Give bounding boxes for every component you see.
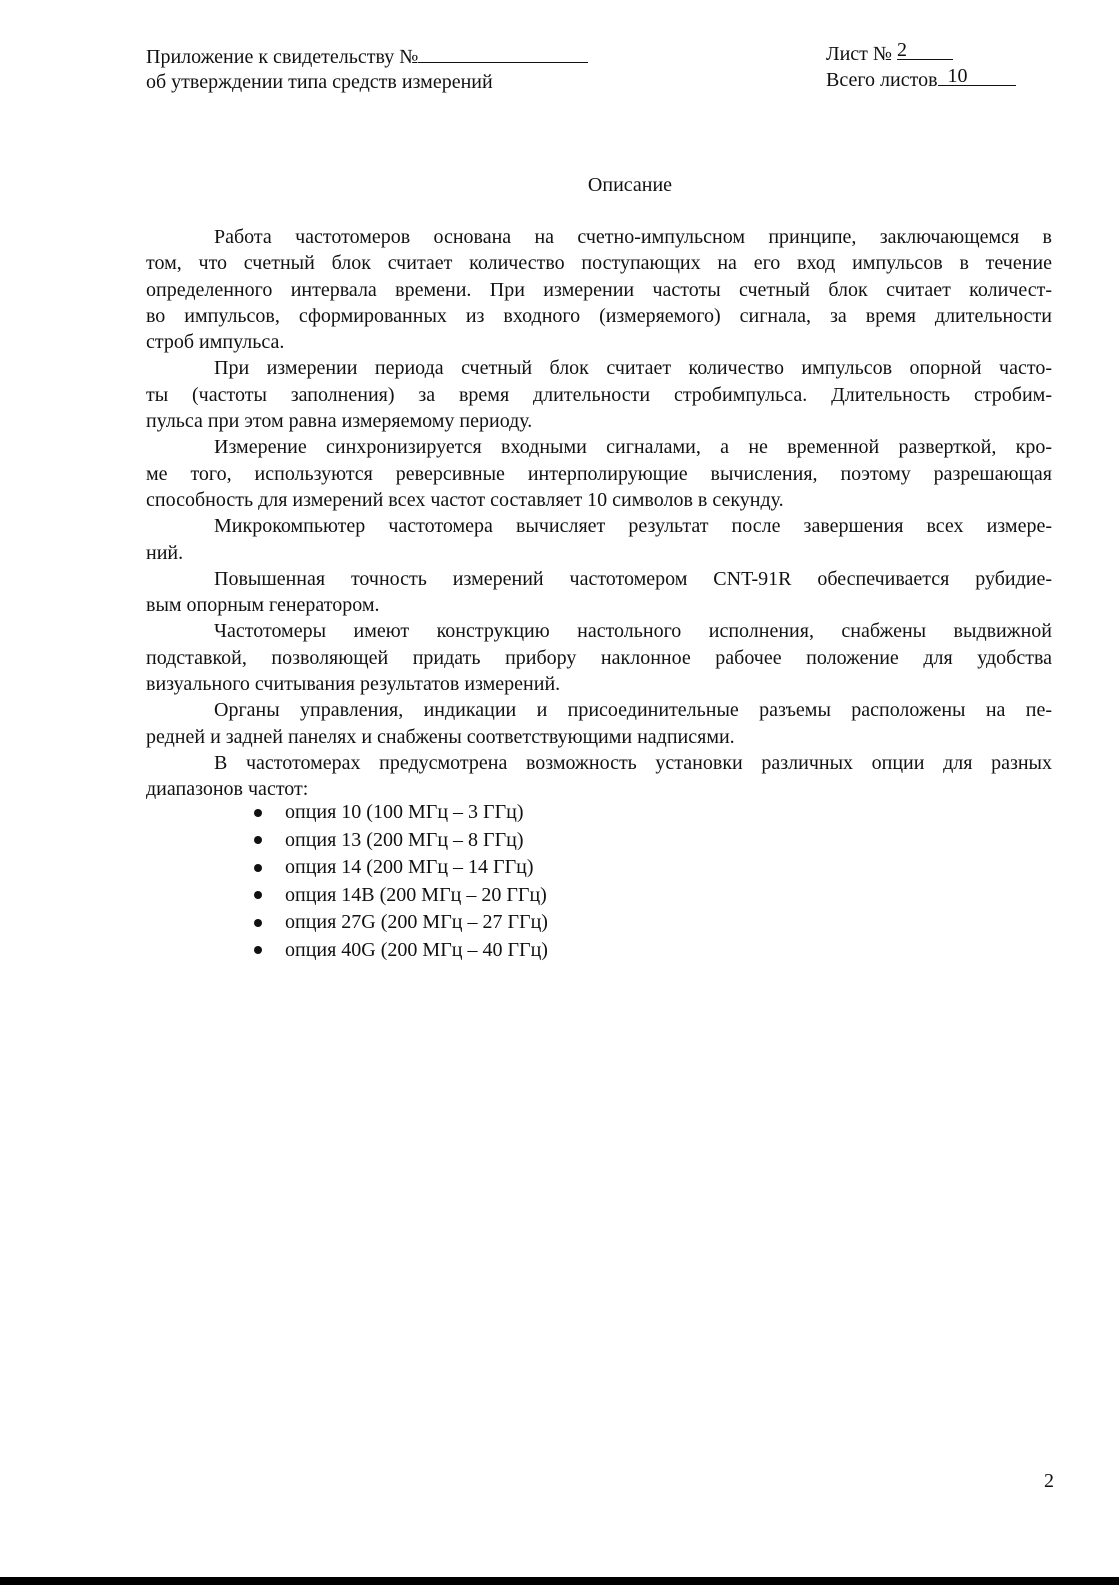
text-line: В частотомерах предусмотрена возможность установки различных опции для разных: [214, 751, 1052, 774]
list-item: [250, 937, 548, 965]
text-line: определенного интервала времени. При измерении частоты счетный блок считает количест-: [146, 278, 1052, 301]
page-number: 2: [1044, 1470, 1054, 1492]
header-certificate-line: [146, 44, 588, 70]
text-line: вым опорным генератором.: [146, 594, 380, 617]
option-text: опция 10 (100 МГц – 3 ГГц): [285, 801, 524, 823]
certificate-label: Приложение к свидетельству №: [146, 46, 419, 68]
text-line: ний.: [146, 541, 184, 564]
text-line: Частотомеры имеют конструкцию настольного исполнения, снабжены выдвижной: [214, 620, 1052, 643]
sheet-number-blank: [897, 41, 953, 60]
options-list: [250, 799, 548, 964]
sheet-number: 2: [896, 39, 907, 61]
document-body: [146, 224, 1052, 803]
bullet-icon: [254, 891, 262, 899]
paragraph-construction: [146, 618, 1052, 697]
list-item: [250, 799, 548, 827]
text-line: пульса при этом равна измеряемому периоду.: [146, 410, 533, 433]
paragraph-sync: [146, 434, 1052, 513]
text-line: Работа частотомеров основана на счетно-импульсном принципе, заключающемся в: [214, 226, 1052, 248]
section-title: Описание: [587, 174, 673, 196]
document-header-right: [826, 41, 1016, 93]
text-line: том, что счетный блок считает количество поступающих на его вход импульсов в течение: [146, 252, 1052, 275]
bullet-icon: [254, 919, 262, 927]
sheet-number-line: [826, 41, 1016, 67]
text-line: во импульсов, сформированных из входного (измеряемого) сигнала, за время длительности: [146, 304, 1052, 327]
total-sheets-blank: [938, 67, 1016, 86]
list-item: [250, 827, 548, 855]
bullet-icon: [254, 836, 262, 844]
certificate-number-blank: [418, 44, 588, 63]
list-item: [250, 882, 548, 910]
paragraph-accuracy: [146, 566, 1052, 619]
option-text: опция 40G (200 МГц – 40 ГГц): [285, 938, 548, 961]
text-line: ме того, используются реверсивные интерполирующие вычисления, поэтому разрешающая: [146, 462, 1052, 485]
total-sheets-label: Всего листов: [826, 69, 938, 91]
paragraph-microcomputer: [146, 513, 1052, 566]
text-line: ты (частоты заполнения) за время длительности стробимпульса. Длительность стробим-: [146, 383, 1052, 406]
text-line: редней и задней панелях и снабжены соответствующими надписями.: [146, 725, 735, 748]
paragraph-controls: [146, 697, 1052, 750]
total-sheets-line: [826, 67, 1016, 93]
sheet-label: Лист №: [826, 43, 892, 65]
bullet-icon: [254, 864, 262, 872]
text-line: визуального считывания результатов измерений.: [146, 673, 561, 696]
list-item: [250, 909, 548, 937]
total-sheets: 10: [947, 65, 968, 87]
option-text: опция 13 (200 МГц – 8 ГГц): [285, 828, 524, 851]
text-line: Повышенная точность измерений частотомером CNT-91R обеспечивается рубидие-: [214, 567, 1052, 590]
header-approval-line: об утверждении типа средств измерений: [146, 71, 493, 93]
paragraph-principle: [146, 224, 1052, 355]
scan-edge-bar: [0, 1577, 1119, 1585]
option-text: опция 27G (200 МГц – 27 ГГц): [285, 911, 548, 933]
text-line: При измерении периода счетный блок считает количество импульсов опорной часто-: [214, 357, 1052, 380]
list-item: [250, 854, 548, 882]
text-line: строб импульса.: [146, 331, 285, 354]
text-line: способность для измерений всех частот составляет 10 символов в секунду.: [146, 488, 784, 511]
text-line: Органы управления, индикации и присоединительные разъемы расположены на пе-: [214, 699, 1052, 722]
paragraph-period: [146, 355, 1052, 434]
text-line: Микрокомпьютер частотомера вычисляет результат после завершения всех измере-: [214, 515, 1052, 538]
text-line: диапазонов частот:: [146, 778, 309, 801]
text-line: подставкой, позволяющей придать прибору наклонное рабочее положение для удобства: [146, 646, 1052, 669]
document-header-left: [146, 44, 588, 95]
text-line: Измерение синхронизируется входными сигналами, а не временной разверткой, кро-: [214, 436, 1052, 459]
option-text: опция 14В (200 МГц – 20 ГГц): [285, 883, 547, 906]
paragraph-options-intro: [146, 750, 1052, 803]
option-text: опция 14 (200 МГц – 14 ГГц): [285, 856, 534, 878]
bullet-icon: [254, 946, 262, 954]
bullet-icon: [254, 809, 262, 817]
